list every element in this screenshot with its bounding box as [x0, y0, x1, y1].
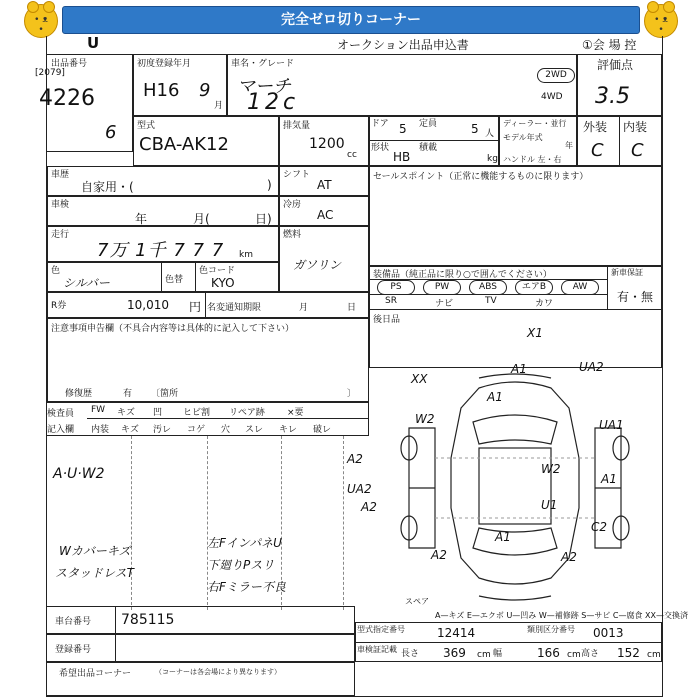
wish-note: （コーナーは各会場により異なります） [155, 668, 281, 676]
length-unit: cm [477, 650, 491, 660]
dim-label: 車検証記載 [357, 645, 397, 654]
damage-mark: U1 [541, 498, 558, 512]
inspector-item: リペア跡 [229, 408, 265, 418]
wish-label: 希望出品コーナー [59, 669, 132, 679]
first-reg-year: H16 [143, 80, 180, 101]
lot-prefix: [2079] [35, 68, 65, 78]
damage-mark: A1 [487, 390, 503, 404]
inspection-box [47, 196, 279, 226]
doors-value: 5 [399, 122, 407, 136]
aftermarket-box [369, 310, 662, 368]
reg-label: 登録番号 [55, 645, 92, 655]
first-reg-label: 初度登録年月 [137, 59, 192, 69]
interior-label: 内装 [623, 120, 648, 134]
damage-mark: XX [411, 372, 428, 386]
rear-window [473, 528, 557, 555]
bear-mascot-icon: • ᴥ • [24, 4, 58, 38]
width-label: 幅 [493, 649, 503, 659]
damage-mark: UA1 [599, 418, 624, 432]
note-underbody: 下廻りPスリ [207, 558, 275, 572]
width-unit: cm [567, 650, 581, 660]
inspection-year: 年 [135, 212, 148, 226]
equipment-item: エアB [515, 280, 553, 295]
rating-label: 評価点 [597, 58, 634, 72]
shape-label: 形状 [371, 143, 390, 153]
inspector-item: スレ [245, 425, 264, 435]
exterior-label: 外装 [583, 120, 608, 134]
reg-box [47, 634, 355, 662]
equipment-item: PW [423, 280, 461, 295]
damage-mark: W2 [415, 412, 435, 426]
inspector-item: 汚レ [153, 425, 172, 435]
drive-2wd: 2WD [537, 68, 575, 83]
rating-value: 3.5 [595, 84, 630, 109]
interior-grade: C [631, 140, 644, 161]
equipment-item: ナビ [435, 299, 454, 309]
equipment-item: SR [385, 296, 397, 306]
damage-mark: W2 [541, 462, 561, 476]
equipment-item: ABS [469, 280, 507, 295]
class-label: 類別区分番号 [527, 625, 575, 634]
inspector-item: キレ [279, 425, 297, 435]
seats-unit: 人 [485, 129, 495, 139]
inspector-item: キズ [117, 408, 135, 418]
top-banner [0, 0, 700, 36]
drive-4wd: 4WD [541, 92, 563, 102]
inspector-item: ヒビ割 [183, 408, 211, 418]
length-value: 369 [443, 646, 466, 660]
notes-label: 注意事項申告欄（不具合内容等は具体的に記入して下さい） [51, 324, 295, 334]
load-unit: kg [487, 154, 498, 164]
mileage-unit: km [239, 250, 253, 260]
sales-point-label: セールスポイント（正常に機能するものに限ります） [373, 172, 589, 182]
damage-mark: X1 [527, 326, 543, 340]
chassis-number: 785115 [121, 612, 175, 628]
displacement-label: 排気量 [283, 121, 311, 131]
color-value: シルバー [63, 276, 110, 290]
model-cat-number: 12414 [437, 626, 476, 640]
usage-value: 自家用・( [81, 180, 134, 194]
height-label: 高さ [581, 649, 600, 659]
damage-mark: A1 [511, 362, 527, 376]
equipment-item: PS [377, 280, 415, 295]
month-unit: 月 [214, 101, 224, 111]
inspector-item: 内装 [91, 425, 110, 435]
equipment-item: AW [561, 280, 599, 295]
load-label: 積載 [419, 143, 438, 153]
name-change-day: 日 [347, 303, 357, 313]
equipment-item: カワ [535, 299, 554, 309]
note-studless: スタッドレスT [55, 566, 134, 580]
repair-close: 〕 [347, 389, 357, 399]
inspector-item: 穴 [221, 425, 231, 435]
shift-value: AT [317, 178, 332, 192]
venue-copy-label: ①会 場 控 [582, 38, 637, 52]
bear-mascot-icon: • ᴥ • [644, 4, 678, 38]
model-cat-label: 型式指定番号 [357, 625, 405, 634]
damage-mark: C2 [591, 520, 608, 534]
name-change-month: 月 [299, 303, 309, 313]
damage-mark: A1 [601, 472, 617, 486]
damage-mark: A2 [361, 500, 377, 514]
lot-number: 4226 [39, 86, 95, 111]
windshield [473, 415, 557, 444]
model-value: CBA-AK12 [139, 134, 229, 155]
banner-title: 完全ゼロ切りコーナー [62, 6, 640, 34]
damage-mark: A2 [431, 548, 447, 562]
usage-label: 車歴 [51, 170, 70, 180]
recycle-amount: 10,010 [127, 298, 169, 312]
displacement-unit: cc [347, 150, 357, 160]
auction-sheet [35, 34, 689, 697]
name-label: 車名・グレード [231, 59, 295, 69]
exterior-grade: C [591, 140, 604, 161]
class-number: 0013 [593, 626, 624, 640]
inspection-month: 月( [193, 212, 210, 226]
roof [479, 448, 551, 524]
lot-hand-note: 6 [105, 122, 117, 143]
inspector-item: キズ [121, 425, 139, 435]
usage-close: ) [267, 178, 272, 192]
length-label: 長さ [401, 649, 420, 659]
damage-mark: UA2 [579, 360, 604, 374]
door-label: ドア [371, 119, 389, 129]
seats-value: 5 [471, 122, 479, 136]
shape-value: HB [393, 150, 411, 164]
note-mirror: 右Fミラー不良 [207, 580, 286, 594]
inspector-item: コゲ [187, 425, 206, 435]
model-year-label: モデル年式 [503, 133, 543, 142]
damage-mark: A2 [561, 550, 577, 564]
model-label: 型式 [137, 121, 156, 131]
recycle-unit: 円 [189, 300, 202, 314]
car-name: マーチ [237, 76, 291, 97]
color-label: 色 [51, 266, 61, 276]
note-damage-codes: A·U·W2 [53, 466, 105, 482]
height-unit: cm [647, 650, 661, 660]
mileage-value: 7万 1千 7 7 7 [97, 240, 225, 261]
sheet-title: オークション出品申込書 [337, 38, 469, 52]
year-unit: 年 [565, 141, 573, 150]
diagram-legend: A—キズ E—エクボ U—凹み W—補修跡 S—サビ C—腐食 XX—交換済 [435, 611, 689, 620]
damage-mark: A2 [347, 452, 363, 466]
inspection-day: 日) [255, 212, 272, 226]
displacement-value: 1200 [309, 136, 345, 152]
car-grade: 12c [247, 90, 300, 115]
car-body-outline [451, 382, 579, 584]
dealer-label: ディーラー・並行 [503, 119, 567, 128]
recycle-label: R券 [51, 301, 67, 311]
warranty-label: 新車保証 [611, 268, 643, 277]
width-value: 166 [537, 646, 560, 660]
inspector-item: 凹 [153, 408, 163, 418]
color-no-label: 色替 [165, 275, 184, 285]
car-damage-diagram [369, 368, 662, 606]
inspection-label: 車検 [51, 200, 70, 210]
ac-value: AC [317, 208, 334, 222]
damage-mark: UA2 [347, 482, 372, 496]
seats-label: 定員 [419, 119, 438, 129]
note-wheelcover: Wカバーキズ [59, 544, 131, 558]
equipment-item: TV [485, 296, 497, 306]
repair-value: 有 [123, 389, 133, 399]
fuel-value: ガソリン [293, 258, 342, 272]
ac-label: 冷房 [283, 200, 302, 210]
inspector-item: FW [91, 405, 106, 415]
logo-mark: U [87, 34, 100, 52]
chassis-label: 車台番号 [55, 617, 92, 627]
equipment-label: 装備品（純正品に限り○で囲んでください） [373, 270, 552, 280]
mileage-label: 走行 [51, 230, 70, 240]
chassis-box [47, 606, 355, 634]
first-reg-month: 9 [199, 80, 211, 101]
note-panel: 左FインパネU [207, 536, 282, 550]
inspector-label: 検査員 [47, 409, 75, 419]
lot-label: 出品番号 [51, 59, 88, 69]
inspector-item: ×要 [287, 408, 304, 418]
color-code-label: 色コード [199, 266, 236, 276]
damage-mark: A1 [495, 530, 511, 544]
name-change-label: 名変通知期限 [207, 303, 262, 313]
warranty-value: 有・無 [617, 290, 654, 304]
entry-label: 記入欄 [47, 425, 75, 435]
height-value: 152 [617, 646, 640, 660]
shift-label: シフト [283, 170, 311, 180]
repair-place: 〔箇所 [151, 389, 179, 399]
color-code-value: KYO [211, 276, 235, 290]
inspector-item: 破レ [313, 425, 332, 435]
spare-label: スペア [405, 597, 429, 606]
aftermarket-label: 後日品 [373, 315, 401, 325]
fuel-label: 燃料 [283, 230, 302, 240]
handle-label: ハンドル 左・右 [503, 155, 562, 164]
repair-label: 修復歴 [65, 389, 93, 399]
